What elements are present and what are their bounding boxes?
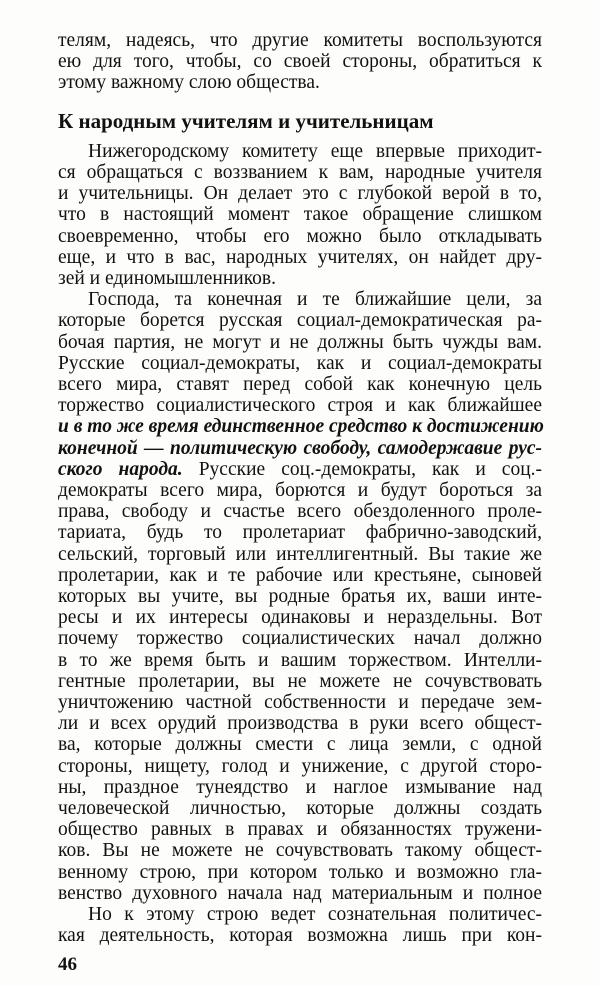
paragraph-line: демократы всего мира, борются и будут бороться за: [58, 480, 542, 501]
paragraph-line: ков. Вы не можете не сочувствовать такому общест-: [58, 840, 542, 862]
paragraph-line: своевременно, чтобы его можно было откладывать: [58, 225, 542, 247]
paragraph-line: пролетарии, как и те рабочие или крестьяне, сыновей: [58, 564, 542, 586]
paragraph-line: ся обращаться с воззванием к вам, народные учителя: [58, 162, 542, 183]
paragraph-line: бочая партия, не могут и не должны быть чужды вам.: [58, 331, 542, 353]
italic-line: и в то же время единственное средство к достижению: [58, 416, 544, 438]
paragraph-line: стороны, нищету, голод и унижение, с другой сторо-: [58, 755, 542, 777]
paragraph-line: уничтожению частной собственности и передаче зем-: [58, 692, 542, 713]
plain-phrase: Русские соц.-демократы, как и соц.-: [182, 458, 542, 480]
paragraph-line: кая деятельность, которая возможна лишь при кон-: [58, 925, 542, 947]
italic-line: конечной — политическую свободу, самодержавие рус-: [58, 437, 542, 459]
paragraph-line: зей и единомышленников.: [58, 268, 277, 289]
paragraph-line: почему торжество социалистических начал должно: [58, 628, 542, 650]
paragraph-line: всего мира, ставят перед собой как конечную цель: [58, 374, 542, 395]
paragraph-line: венство духовного начала над материальным и полное: [58, 882, 542, 904]
intro-line: ею для того, чтобы, со своей стороны, обратиться к: [58, 51, 542, 73]
paragraph-line: и учительницы. Он делает это с глубокой верой в то,: [58, 183, 542, 205]
paragraph-line: в то же время быть и вашим торжеством. Интелли-: [58, 649, 542, 671]
paragraph-line: которые борется русская социал-демократическая ра-: [58, 310, 542, 332]
paragraph-line: ресы и их интересы одинаковы и нераздельны. Вот: [58, 607, 542, 629]
paragraph-line: Но к этому строю ведет сознательная политичес-: [88, 904, 542, 925]
paragraph-line: человеческой личностью, которые должны создать: [58, 798, 542, 819]
paragraph-line: которых вы учите, вы родные братья их, ваши инте-: [58, 586, 542, 607]
paragraph-line: Нижегородскому комитету еще впервые приходит-: [88, 140, 542, 162]
paragraph-line: Русские социал-демократы, как и социал-демократы: [58, 352, 542, 374]
paragraph-line: общество равных в правах и обязанностях тружени-: [58, 819, 542, 841]
mixed-line: [58, 459, 542, 480]
intro-line: этому важному слою общества.: [58, 72, 320, 94]
paragraph-line: ва, которые должны смести с лица земли, с одной: [58, 734, 542, 756]
paragraph-line: еще, и что в вас, народных учителях, он найдет дру-: [58, 246, 542, 268]
paragraph-line: ли и всех орудий производства в руки всего общест-: [58, 713, 542, 735]
paragraph-line: права, свободу и счастье всего обездоленного проле-: [58, 501, 542, 523]
paragraph-line: что в настоящий момент такое обращение слишком: [58, 204, 542, 226]
paragraph-line: торжество социалистического строя и как ближайшее: [58, 395, 542, 417]
paragraph-line: тариата, будь то пролетариат фабрично-заводский,: [58, 522, 542, 544]
paragraph-line: венному строю, при котором только и возможно гла-: [58, 861, 542, 883]
italic-phrase: ского народа.: [58, 458, 183, 480]
paragraph-line: Господа, та конечная и те ближайшие цели, за: [88, 289, 542, 311]
paragraph-line: сельский, торговый или интеллигентный. Вы такие же: [58, 543, 542, 565]
intro-line: телям, надеясь, что другие комитеты воспользуются: [58, 30, 542, 51]
page-number: 46: [58, 954, 77, 976]
paragraph-line: гентные пролетарии, вы не можете не сочувствовать: [58, 670, 542, 692]
section-heading: К народным учителям и учительницам: [58, 108, 434, 133]
paragraph-line: ны, праздное тунеядство и наглое измывание над: [58, 776, 542, 798]
